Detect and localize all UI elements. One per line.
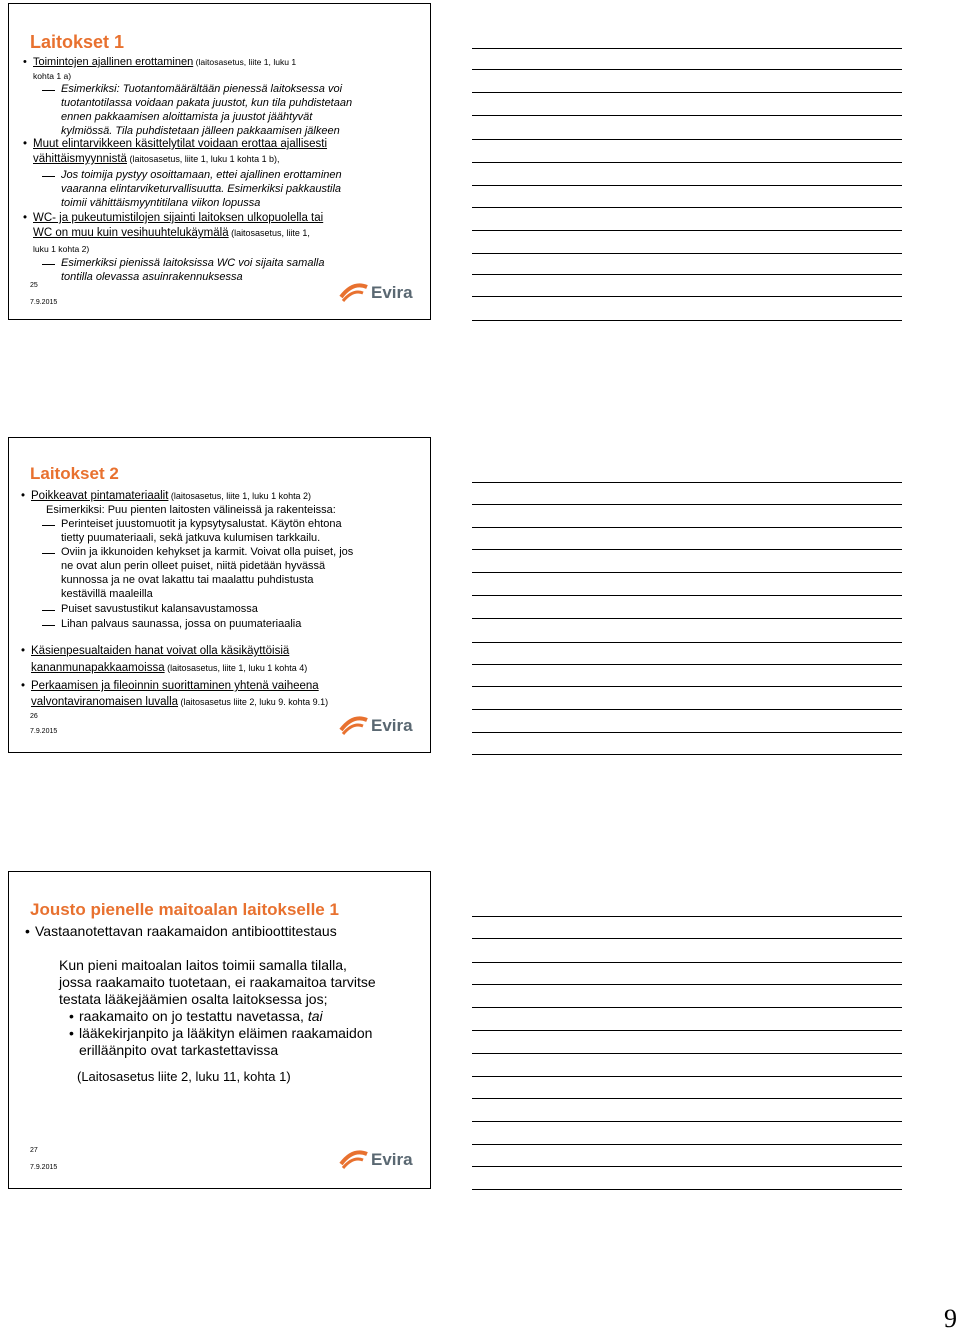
slide-text-line [59,958,347,974]
note-line [472,69,902,70]
slide-text-line [31,696,328,709]
text-segment: Muut elintarvikkeen käsittelytilat voidaan erottaa ajallisesti [33,138,328,150]
text-segment: kunnossa ja ne ovat lakattu tai maalattu puhdistusta [61,574,314,586]
text-segment: kananmunapakkaamoissa [31,662,165,674]
text-segment: Esimerkiksi: Puu pienten laitosten välineissä ja rakenteissa: [46,504,336,516]
slide-text-line [61,546,353,558]
slide-text-line [61,560,325,572]
slide-date: 7.9.2015 [30,1164,58,1171]
text-segment: kohta 1 a) [33,71,72,81]
slide-number: 25 [30,282,38,289]
slide-text-line [61,169,342,181]
text-segment: Esimerkiksi: Tuotantomäärältään pienessä laitoksessa voi [61,83,343,95]
slide-title: Laitokset 2 [30,464,119,483]
note-line [472,962,902,963]
slide-text-line [35,924,337,940]
note-line [472,572,902,573]
slide-text-line [33,212,323,225]
note-line [472,274,902,275]
slide-text-line [61,125,340,137]
slide-title: Jousto pienelle maitoalan laitokselle 1 [30,900,339,919]
text-segment: Jos toimija pystyy osoittamaan, ettei ajallinen erottaminen [61,169,342,181]
text-segment: kylmiössä. Tila puhdistetaan jälleen pakkaamisen jälkeen [61,125,340,137]
slide-text-line [31,490,311,503]
slide-text-line [61,518,342,530]
slide-text-line [46,504,336,516]
evira-logo [339,710,419,743]
note-line [472,686,902,687]
note-line [472,938,902,939]
note-line [472,1007,902,1008]
note-line [472,1053,902,1054]
slide-number: 26 [30,713,38,720]
slide-text-line [61,97,352,109]
slide-text-line [79,1026,372,1042]
text-segment: tontilla olevassa asuinrakennuksessa [61,271,243,283]
text-segment: Toimintojen ajallinen erottaminen [33,56,194,68]
evira-logo [339,1144,419,1177]
note-line [472,92,902,93]
slide-laitokset-1 [8,3,431,320]
slide-text-line [79,1043,278,1059]
text-segment: Lihan palvaus saunassa, jossa on puumateriaalia [61,618,302,630]
text-segment: (laitosasetus, liite 1, luku 1 kohta 4) [164,663,308,673]
text-segment: jossa raakamaito tuotetaan, ei raakamaitoa tarvitse [59,974,376,990]
note-line [472,162,902,163]
text-segment: Esimerkiksi pienissä laitoksissa WC voi sijaita samalla [61,257,325,269]
slide-text-line [33,70,71,82]
text-segment: raakamaito on jo testattu navetassa, [79,1008,308,1024]
text-segment: vaaranna elintarviketurvallisuutta. Esimerkiksi pakkaustila [61,183,342,195]
note-line [472,115,902,116]
text-segment: erilläänpito ovat tarkastettavissa [79,1042,279,1058]
text-segment: Kun pieni maitoalan laitos toimii samalla tilalla, [59,957,347,973]
text-segment: Poikkeavat pintamateriaalit [31,490,169,502]
note-line [472,549,902,550]
note-line [472,48,902,49]
note-line [472,207,902,208]
slide-text-line [61,271,243,283]
slide-text-line [33,138,327,151]
svg-text:Evira: Evira [371,716,413,735]
slide-text-line [59,992,327,1008]
slide-text-line [61,183,341,195]
text-segment: tuotantotilassa voidaan pakata juustot, kun tila puhdistetaan [61,97,353,109]
note-line [472,482,902,483]
note-line [472,618,902,619]
slide-text-line [61,588,153,600]
slide-text-line [33,56,296,68]
text-segment: kestävillä maaleilla [61,588,153,600]
slide-laitokset-2 [8,437,431,753]
svg-text:Evira: Evira [371,1150,413,1169]
text-segment: (laitosasetus, liite 1, [228,228,310,238]
slide-text-line [61,618,301,630]
text-segment: (Laitosasetus liite 2, luku 11, kohta 1) [77,1069,291,1084]
text-segment: ne ovat alun perin olleet puiset, niitä pidetään hyvässä [61,560,326,572]
text-segment: Perkaamisen ja fileoinnin suorittaminen yhtenä vaiheena [31,680,319,692]
note-line [472,642,902,643]
note-line [472,253,902,254]
text-segment: toimii vähittäismyyntitilana viikon lopussa [61,197,261,209]
slide-date: 7.9.2015 [30,299,58,306]
note-line [472,1144,902,1145]
slide-text-line [61,197,260,209]
note-line [472,664,902,665]
text-segment: ennen pakkaamisen aloittamista ja juustot jäähtyvät [61,111,313,123]
note-line [472,320,902,321]
text-segment: Perinteiset juustomuotit ja kypsytysalustat. Käytön ehtona [61,518,342,530]
text-segment: (laitosasetus, liite 1, luku 1 kohta 2) [168,491,312,501]
text-segment: vähittäismyynnistä [33,153,127,165]
text-segment: WC on muu kuin vesihuuhtelukäymälä [33,227,229,239]
slide-text-line [33,153,280,166]
slide-text-line [31,645,289,658]
text-segment: WC- ja pukeutumistilojen sijainti laitoksen ulkopuolella tai [33,212,324,224]
slide-text-line [61,83,342,95]
slide-text-line [61,532,320,544]
slide-text-line [79,1009,323,1025]
slide-title: Laitokset 1 [30,32,125,52]
text-segment: luku 1 kohta 2) [33,244,90,254]
note-line [472,504,902,505]
text-segment: (laitosasetus, liite 1, luku 1 [193,57,297,67]
slide-text-line [61,257,324,269]
slide-text-line [33,243,89,255]
note-line [472,732,902,733]
text-segment: (laitosasetus liite 2, luku 9. kohta 9.1) [178,697,329,707]
evira-logo [339,277,419,310]
slide-text-line [31,680,319,693]
text-segment: (laitosasetus, liite 1, luku 1 kohta 1 b), [126,154,280,164]
text-segment: Käsienpesualtaiden hanat voivat olla käsikäyttöisiä [31,645,290,657]
slide-number: 27 [30,1147,38,1154]
note-line [472,1166,902,1167]
note-line [472,1030,902,1031]
slide-jousto-1 [8,871,431,1189]
note-line [472,527,902,528]
text-segment: testata lääkejäämien osalta laitoksessa jos; [59,991,328,1007]
note-line [472,1121,902,1122]
slide-text-line [33,227,310,240]
svg-text:Evira: Evira [371,283,413,302]
text-segment: lääkekirjanpito ja lääkityn eläimen raakamaidon [79,1025,373,1041]
note-line [472,1189,902,1190]
note-line [472,1076,902,1077]
note-line [472,1098,902,1099]
note-line [472,139,902,140]
document-page-number: 9 [944,1304,957,1333]
text-segment: tai [307,1008,323,1024]
note-line [472,296,902,297]
slide-text-line [61,111,312,123]
text-segment: Vastaanotettavan raakamaidon antibioottitestaus [35,923,337,939]
slide-text-line [61,574,314,586]
text-segment: Oviin ja ikkunoiden kehykset ja karmit. Voivat olla puiset, jos [61,546,354,558]
text-segment: valvontaviranomaisen luvalla [31,696,179,708]
slide-text-line [61,603,258,615]
slide-text-line [31,662,307,675]
slide-text-line [77,1070,291,1085]
slide-text-line [59,975,376,991]
note-line [472,984,902,985]
note-line [472,185,902,186]
slide-date: 7.9.2015 [30,728,58,735]
note-line [472,754,902,755]
note-line [472,230,902,231]
note-line [472,709,902,710]
text-segment: tietty puumateriaali, sekä jatkuva kulumisen tarkkailu. [61,532,321,544]
note-line [472,916,902,917]
text-segment: Puiset savustustikut kalansavustamossa [61,603,258,615]
note-line [472,595,902,596]
